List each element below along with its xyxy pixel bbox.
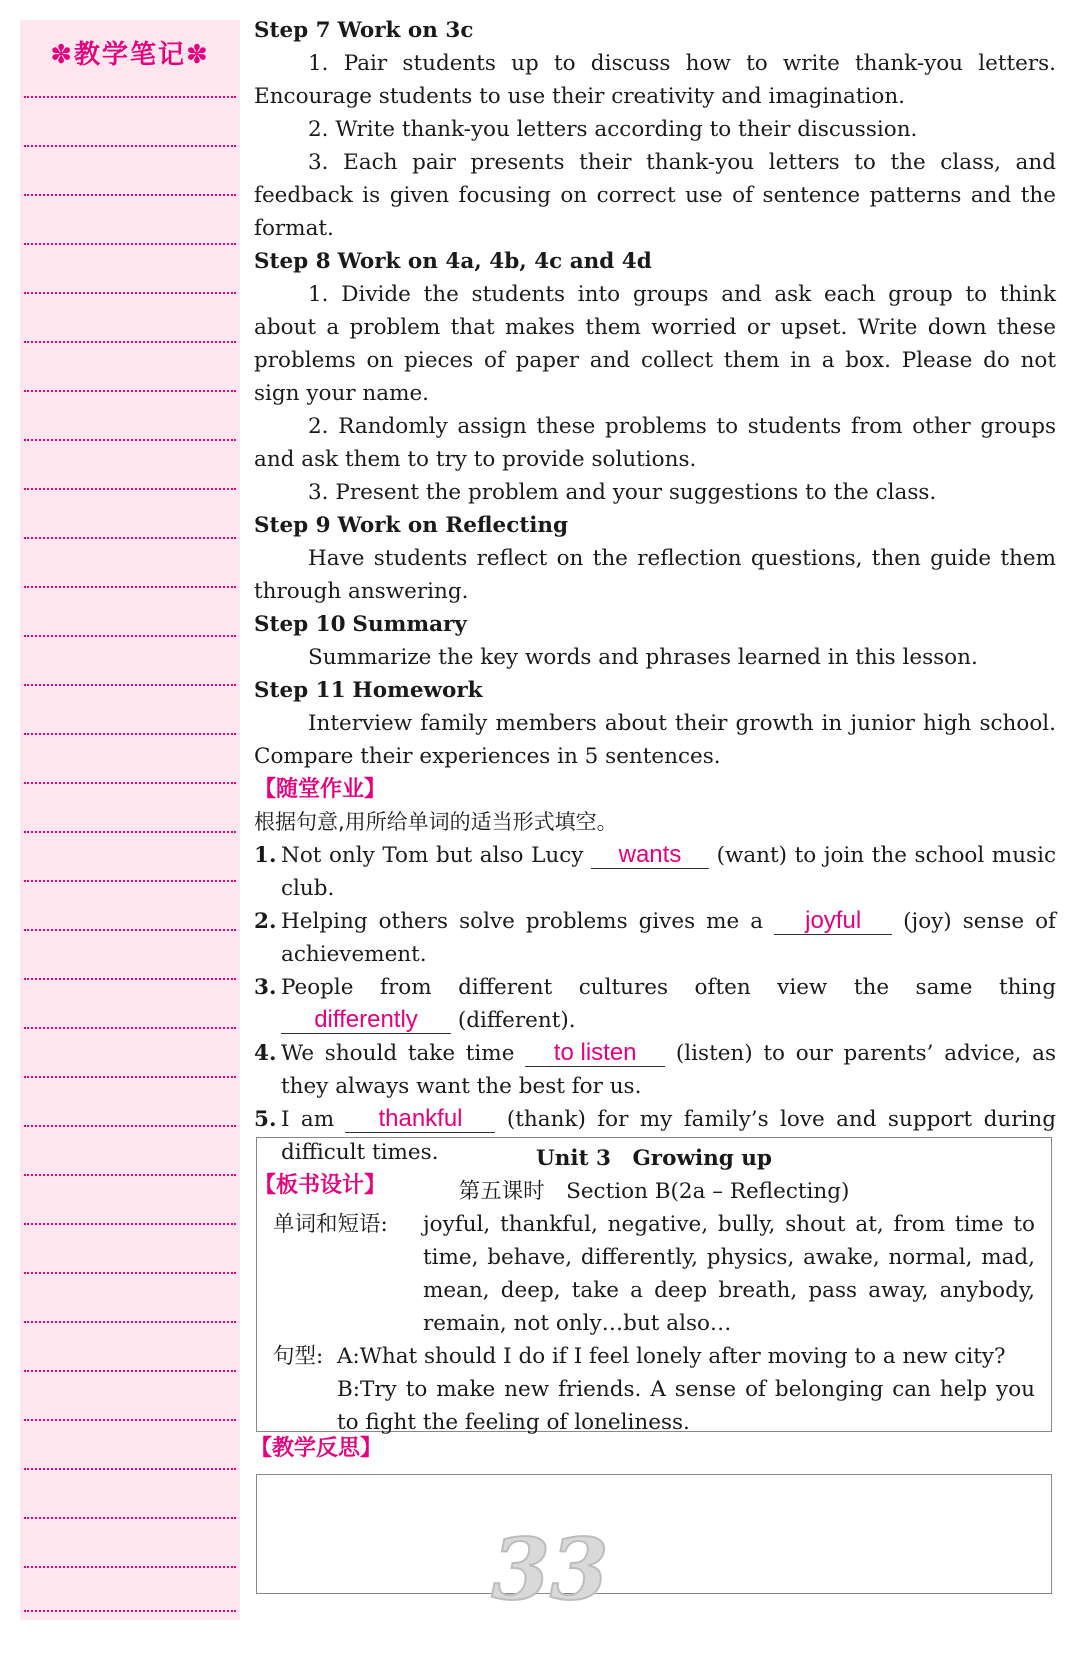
note-line (24, 782, 236, 784)
board-design-box (256, 1137, 1052, 1435)
note-line (24, 880, 236, 882)
answer-blank[interactable]: thankful (345, 1106, 495, 1133)
step-heading: Step 10 Summary (254, 612, 467, 637)
exercise-number: 1. (254, 843, 277, 868)
step-item: 1. Pair students up to discuss how to write thank-you letters. Encourage students to use their creativity and imagination. (254, 51, 1056, 109)
step-item: 3. Present the problem and your suggestions to the class. (308, 480, 937, 505)
note-line (24, 1321, 236, 1323)
lesson-steps (254, 14, 1056, 1202)
step-item: 2. Randomly assign these problems to students from other groups and ask them to try to provide solutions. (254, 414, 1056, 472)
exercise-number: 3. (254, 975, 277, 1000)
note-line (24, 1027, 236, 1029)
homework-instruction: 根据句意,用所给单词的适当形式填空。 (254, 810, 618, 834)
note-line (24, 439, 236, 441)
exercise-number: 5. (254, 1107, 277, 1132)
board-subtitle: 第五课时 Section B(2a – Reflecting) (458, 1179, 850, 1204)
step-item: 2. Write thank-you letters according to their discussion. (308, 117, 918, 142)
pattern-b: B:Try to make new friends. A sense of belonging can help you to fight the feeling of loneliness. (337, 1377, 1035, 1435)
step-heading: Step 8 Work on 4a, 4b, 4c and 4d (254, 249, 652, 274)
notes-sidebar (20, 20, 240, 1620)
note-line (24, 929, 236, 931)
note-line (24, 390, 236, 392)
note-line (24, 1272, 236, 1274)
note-line (24, 1419, 236, 1421)
words-list: joyful, thankful, negative, bully, shout at, from time to time, behave, differently, physics, awake, normal, mad, mean, deep, take a deep breath, pass away, anybody, remain, not only…but also… (423, 1212, 1035, 1336)
note-line (24, 1125, 236, 1127)
note-line (24, 1076, 236, 1078)
board-title: Unit 3 Growing up (536, 1146, 772, 1171)
homework-tag: 【随堂作业】 (254, 777, 387, 802)
step-heading: Step 11 Homework (254, 678, 483, 703)
note-line (24, 96, 236, 98)
note-line (24, 1610, 236, 1612)
words-label: 单词和短语: (273, 1212, 388, 1237)
board-pattern-row (257, 1340, 1051, 1373)
exercise-item: 3. People from different cultures often view the same thing differently (different). (254, 971, 1056, 1037)
step-item: 3. Each pair presents their thank-you letters to the class, and feedback is given focusing on correct use of sentence patterns and the format. (254, 150, 1056, 241)
board-words-row (257, 1208, 1051, 1340)
exercise-item: 1. Not only Tom but also Lucy wants (want) to join the school music club. (254, 841, 1056, 901)
note-line (24, 145, 236, 147)
note-line (24, 978, 236, 980)
answer-blank[interactable]: to listen (525, 1040, 665, 1067)
page-number: 33 (491, 1520, 609, 1619)
step-heading: Step 7 Work on 3c (254, 18, 474, 43)
note-line (24, 243, 236, 245)
note-line (24, 1174, 236, 1176)
exercise-number: 4. (254, 1041, 277, 1066)
step-item: 1. Divide the students into groups and ask each group to think about a problem that makes them worried or upset. Write down these problems on pieces of paper and collect them in a box. Please do not sign your name. (254, 282, 1056, 406)
answer-blank[interactable]: wants (591, 842, 709, 869)
exercise-number: 2. (254, 909, 277, 934)
step-text: Have students reflect on the reflection questions, then guide them through answering. (254, 546, 1056, 604)
sidebar-title: ✽教学笔记✽ (50, 40, 210, 70)
note-line (24, 1468, 236, 1470)
note-line (24, 1566, 236, 1568)
answer-blank[interactable]: differently (281, 1007, 451, 1034)
note-line (24, 831, 236, 833)
note-line (24, 537, 236, 539)
note-line (24, 341, 236, 343)
exercise-item: 5. I am thankful (thank) for my family’s love and support during difficult times. (254, 1105, 1056, 1165)
note-line (24, 733, 236, 735)
note-line (24, 194, 236, 196)
exercise-item: 4. We should take time to listen (listen) to our parents’ advice, as they always want the best for us. (254, 1039, 1056, 1099)
reflection-box[interactable] (256, 1474, 1052, 1594)
exercise-item: 2. Helping others solve problems gives me a joyful (joy) sense of achievement. (254, 907, 1056, 967)
board-pattern-b-row (257, 1373, 1051, 1439)
step-text: Summarize the key words and phrases learned in this lesson. (308, 645, 978, 670)
reflection-tag: 【教学反思】 (250, 1436, 383, 1461)
note-line (24, 292, 236, 294)
note-line (24, 488, 236, 490)
board-design-tag: 【板书设计】 (254, 1173, 387, 1198)
note-line (24, 1517, 236, 1519)
note-line (24, 635, 236, 637)
answer-blank[interactable]: joyful (774, 908, 892, 935)
note-line (24, 1223, 236, 1225)
step-text: Interview family members about their growth in junior high school. Compare their experiences in 5 sentences. (254, 711, 1056, 769)
note-line (24, 1370, 236, 1372)
pattern-a: A:What should I do if I feel lonely after moving to a new city? (337, 1344, 1006, 1369)
note-line (24, 684, 236, 686)
note-line (24, 586, 236, 588)
step-heading: Step 9 Work on Reflecting (254, 513, 569, 538)
pattern-label: 句型: (273, 1344, 324, 1369)
